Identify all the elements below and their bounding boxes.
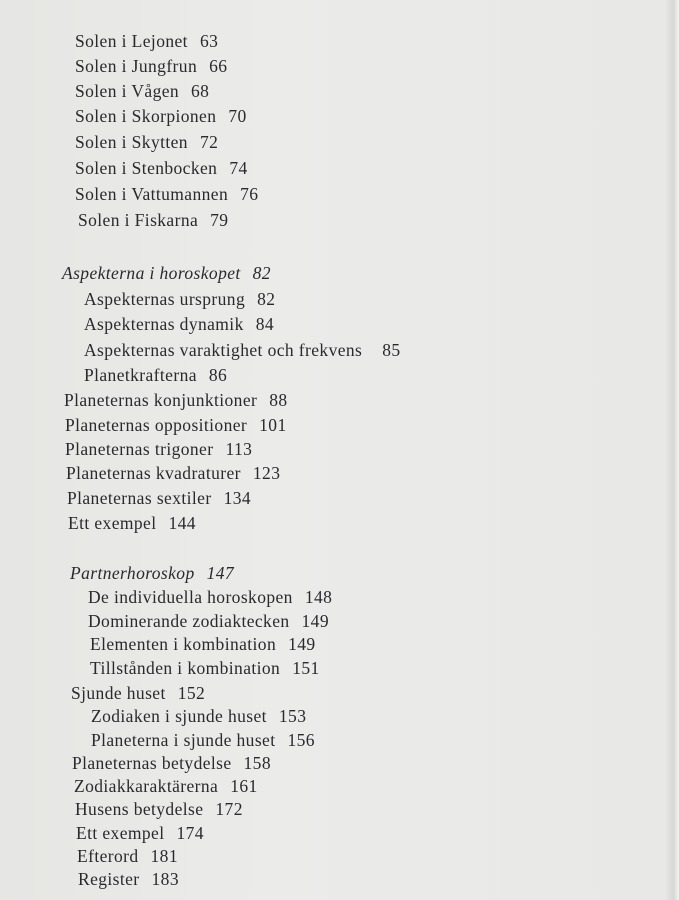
toc-title: Solen i Skytten: [75, 132, 188, 152]
toc-entry: [91, 705, 306, 727]
toc-title: Planeternas oppositioner: [65, 415, 248, 435]
toc-title: Ett exempel: [76, 823, 165, 843]
toc-entry: [75, 80, 209, 102]
toc-page-number: 70: [228, 106, 247, 126]
toc-entry: [67, 487, 251, 509]
toc-page-number: 86: [208, 365, 228, 385]
toc-page-number: 149: [288, 634, 316, 654]
toc-entry: [84, 313, 274, 335]
toc-entry: [91, 729, 315, 751]
toc-entry: [88, 610, 329, 632]
toc-title: Planetkrafterna: [84, 365, 197, 385]
toc-title: De individuella horoskopen: [88, 587, 293, 607]
toc-page-number: 113: [225, 439, 253, 459]
toc-title: Aspekternas dynamik: [84, 314, 244, 334]
toc-title: Husens betydelse: [75, 799, 204, 819]
toc-entry: [75, 798, 243, 820]
toc-page-number: 84: [255, 314, 275, 334]
toc-title: Aspekternas varaktighet och frekvens: [84, 340, 363, 360]
toc-page-number: 181: [150, 846, 178, 866]
toc-title: Partnerhoroskop: [70, 563, 195, 583]
toc-entry: [76, 822, 204, 844]
toc-page-number: 149: [301, 611, 329, 631]
toc-page-number: 66: [209, 56, 228, 76]
toc-title: Sjunde huset: [71, 683, 166, 703]
toc-page-number: 68: [191, 81, 210, 101]
toc-page-number: 174: [176, 823, 204, 843]
toc-page-number: 63: [199, 31, 219, 51]
toc-title: Solen i Jungfrun: [75, 56, 198, 76]
toc-entry: [74, 775, 258, 797]
toc-entry: [78, 209, 228, 231]
toc-title: Planeternas kvadraturer: [66, 463, 241, 483]
toc-title: Tillstånden i kombination: [90, 658, 281, 678]
toc-entry: [84, 288, 275, 310]
toc-entry: [75, 183, 258, 205]
toc-entry: [88, 586, 332, 608]
toc-title: Planeternas konjunktioner: [64, 390, 258, 410]
toc-page-number: 88: [269, 390, 288, 410]
toc-page-number: 183: [151, 869, 179, 889]
toc-title: Efterord: [77, 846, 139, 866]
toc-page-number: 148: [304, 587, 333, 607]
toc-entry: [75, 131, 218, 153]
toc-entry: [75, 105, 247, 127]
toc-entry: [66, 462, 280, 484]
toc-page-number: 153: [278, 706, 307, 726]
toc-title: Planeternas betydelse: [72, 753, 232, 773]
toc-page-number: 156: [287, 730, 315, 750]
toc-page-number: 147: [206, 563, 235, 583]
toc-title: Solen i Vattumannen: [75, 184, 229, 204]
toc-title: Zodiakkaraktärerna: [74, 776, 219, 796]
toc-page-number: 161: [230, 776, 258, 796]
toc-title: Dominerande zodiaktecken: [88, 611, 290, 631]
toc-entry: [71, 682, 205, 704]
toc-page-number: 76: [240, 184, 259, 204]
toc-page-number: 134: [223, 488, 252, 508]
toc-entry: [78, 868, 179, 890]
toc-page-number: 79: [210, 210, 229, 230]
toc-entry: [65, 414, 287, 436]
toc-title: Planeternas trigoner: [65, 439, 214, 459]
toc-entry: [75, 157, 248, 179]
toc-entry: [75, 55, 227, 77]
toc-title: Solen i Lejonet: [75, 31, 188, 51]
toc-title: Aspekterna i horoskopet: [62, 263, 241, 283]
toc-entry: [77, 845, 178, 867]
toc-title: Aspekternas ursprung: [84, 289, 246, 309]
toc-entry: [84, 339, 401, 361]
toc-page-number: 74: [229, 158, 248, 178]
toc-page-number: 101: [259, 415, 287, 435]
toc-title: Elementen i kombination: [90, 634, 277, 654]
toc-page-number: 144: [168, 513, 196, 533]
toc-page-number: 151: [292, 658, 320, 678]
toc-entry: [84, 364, 227, 386]
toc-entry: [65, 438, 252, 460]
toc-title: Solen i Vågen: [75, 81, 180, 101]
toc-page-number: 158: [243, 753, 271, 773]
page-edge-shadow: [665, 0, 679, 900]
toc-page-number: 152: [177, 683, 206, 703]
toc-entry: [75, 30, 218, 52]
toc-page-number: 172: [215, 799, 243, 819]
toc-title: Zodiaken i sjunde huset: [91, 706, 267, 726]
toc-page-number: 85: [382, 340, 401, 360]
toc-page-number: 123: [252, 463, 281, 483]
toc-title: Solen i Fiskarna: [78, 210, 199, 230]
toc-section-heading: [62, 262, 271, 284]
toc-title: Ett exempel: [68, 513, 157, 533]
toc-entry: [90, 633, 316, 655]
toc-title: Planeterna i sjunde huset: [91, 730, 276, 750]
toc-entry: [64, 389, 288, 411]
toc-title: Planeternas sextiler: [67, 488, 212, 508]
toc-page-number: 82: [252, 263, 271, 283]
toc-page-number: 72: [199, 132, 219, 152]
toc-page-number: 82: [257, 289, 276, 309]
toc-entry: [72, 752, 271, 774]
toc-entry: [90, 657, 320, 679]
toc-title: Register: [78, 869, 140, 889]
toc-title: Solen i Skorpionen: [75, 106, 217, 126]
toc-section-heading: [70, 562, 234, 584]
toc-title: Solen i Stenbocken: [75, 158, 218, 178]
toc-entry: [68, 512, 196, 534]
